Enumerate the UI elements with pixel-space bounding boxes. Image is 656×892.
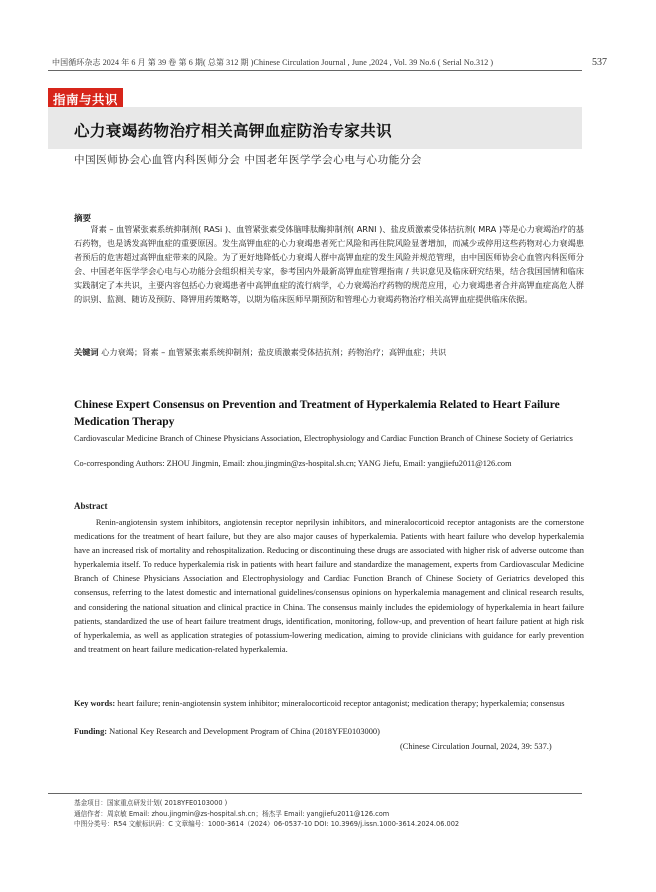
- chinese-abstract-label: 摘要: [74, 214, 92, 224]
- funding: [74, 727, 584, 736]
- chinese-keywords: [74, 347, 584, 358]
- header-rule: [48, 70, 582, 71]
- english-title: Chinese Expert Consensus on Prevention and Treatment of Hyperkalemia Related to Heart Failure Medication Therapy: [74, 399, 560, 428]
- footnote-classification: 中图分类号：R54 文献标识码：C 文章编号：1000-3614（2024）06-0537-10 DOI: 10.3969/j.issn.1000-3614.2024.06.002: [74, 820, 460, 828]
- page-number: 537: [592, 57, 607, 68]
- chinese-authors: 中国医师协会心血管内科医师分会 中国老年医学学会心电与心功能分会: [74, 154, 423, 166]
- english-keywords-label: Key words:: [74, 699, 116, 708]
- footnote-block: [74, 798, 584, 830]
- english-keywords: [74, 697, 584, 711]
- english-affiliation: Cardiovascular Medicine Branch of Chinese Physicians Association, Electrophysiology and Cardiac Function Branch of Chinese Society of Geriatrics: [74, 434, 573, 443]
- citation: (Chinese Circulation Journal, 2024, 39: 537.): [400, 742, 552, 751]
- english-abstract: Renin-angiotensin system inhibitors, angiotensin receptor neprilysin inhibitors, and mineralocorticoid receptor antagonists are the cornerstone medications for the treatment of heart failure, but they are also major causes of hyperkalemia. Patients with heart failure who develop hyperkalemia have an increased risk of mortality and rehospitalization. Reducing or discontinuing these drugs are associated with higher risk of adverse outcome than hyperkalemia itself. To reduce hyperkalemia risk in patients with heart failure and standardize the management, experts from Cardiovascular Medicine Branch of Chinese Physicians Association and Electrophysiology and Cardiac Function Branch of Chinese Society of Geriatrics developed this consensus, referring to the latest domestic and international guidelines/consensus opinions on hyperkalemia management and clinical research results, and considering the national situation and clinical practice in China. The consensus mainly includes the epidemiology of hyperkalemia in heart failure patients, standardized the use of heart failure treatment drugs, identification, monitoring, follow-up, and prevention of heart failure patient at high risk of hyperkalemia, as well as application strategies of potassium-lowering medication, aiming to provide clinicians with guidance for early prevention and treatment on heart failure medication-related hyperkalemia.: [74, 518, 584, 654]
- journal-header: 中国循环杂志 2024 年 6 月 第 39 卷 第 6 期( 总第 312 期 )Chinese Circulation Journal , June ,2024 , Vol. 39 No.6 ( Serial No.312 ): [52, 58, 494, 67]
- chinese-keywords-label: 关键词: [74, 347, 99, 357]
- footnote-contacts: 通信作者：周京敏 Email: zhou.jingmin@zs-hospital.sh.cn；杨杰孚 Email: yangjiefu2011@126.com: [74, 809, 390, 818]
- chinese-keywords-text: 心力衰竭；肾素 – 血管紧张素系统抑制剂；盐皮质激素受体拮抗剂；药物治疗；高钾血症；共识: [101, 347, 447, 357]
- section-tag: 指南与共识: [48, 88, 123, 110]
- english-keywords-text: heart failure; renin-angiotensin system inhibitor; mineralocorticoid receptor antagonist; medication therapy; hyperkalemia; consensus: [117, 699, 565, 708]
- chinese-abstract: 肾素 – 血管紧张素系统抑制剂( RASi )、血管紧张素受体脑啡肽酶抑制剂( ARNI )、盐皮质激素受体拮抗剂( MRA )等是心力衰竭治疗的基石药物，也是诱发高钾血症的重要原因。发生高钾血症的心力衰竭患者死亡风险和再住院风险显著增加，而减少或停用这些药物对心力衰竭患者预后的危害超过高钾血症带来的风险。为了更好地降低心力衰竭人群中高钾血症的发生风险并规范管理，由中国医师协会心血管内科医师分会、中国老年医学学会心电与心功能分会组织相关专家，参考国内外最新高钾血症管理指南 / 共识意见及临床研究结果，结合我国国情和临床实践制定了本共识，主要内容包括心力衰竭患者中高钾血症的流行病学，心力衰竭治疗药物的规范应用，心力衰竭患者合并高钾血症高危人群的识别、监测、随访及预防、降钾用药策略等，以期为临床医师早期预防和管理心力衰竭药物治疗相关高钾血症提供临床依据。: [74, 224, 584, 304]
- chinese-title: 心力衰竭药物治疗相关高钾血症防治专家共识: [74, 122, 393, 140]
- footer-rule: [48, 793, 582, 794]
- english-abstract-label: Abstract: [74, 501, 108, 511]
- footnote-fund: 基金项目：国家重点研发计划( 2018YFE0103000 ): [74, 799, 228, 807]
- corresponding-authors: Co-corresponding Authors: ZHOU Jingmin, Email: zhou.jingmin@zs-hospital.sh.cn; YANG Jiefu, Email: yangjiefu2011@126.com: [74, 459, 512, 468]
- funding-label: Funding:: [74, 727, 108, 736]
- funding-text: National Key Research and Development Program of China (2018YFE0103000): [109, 727, 380, 736]
